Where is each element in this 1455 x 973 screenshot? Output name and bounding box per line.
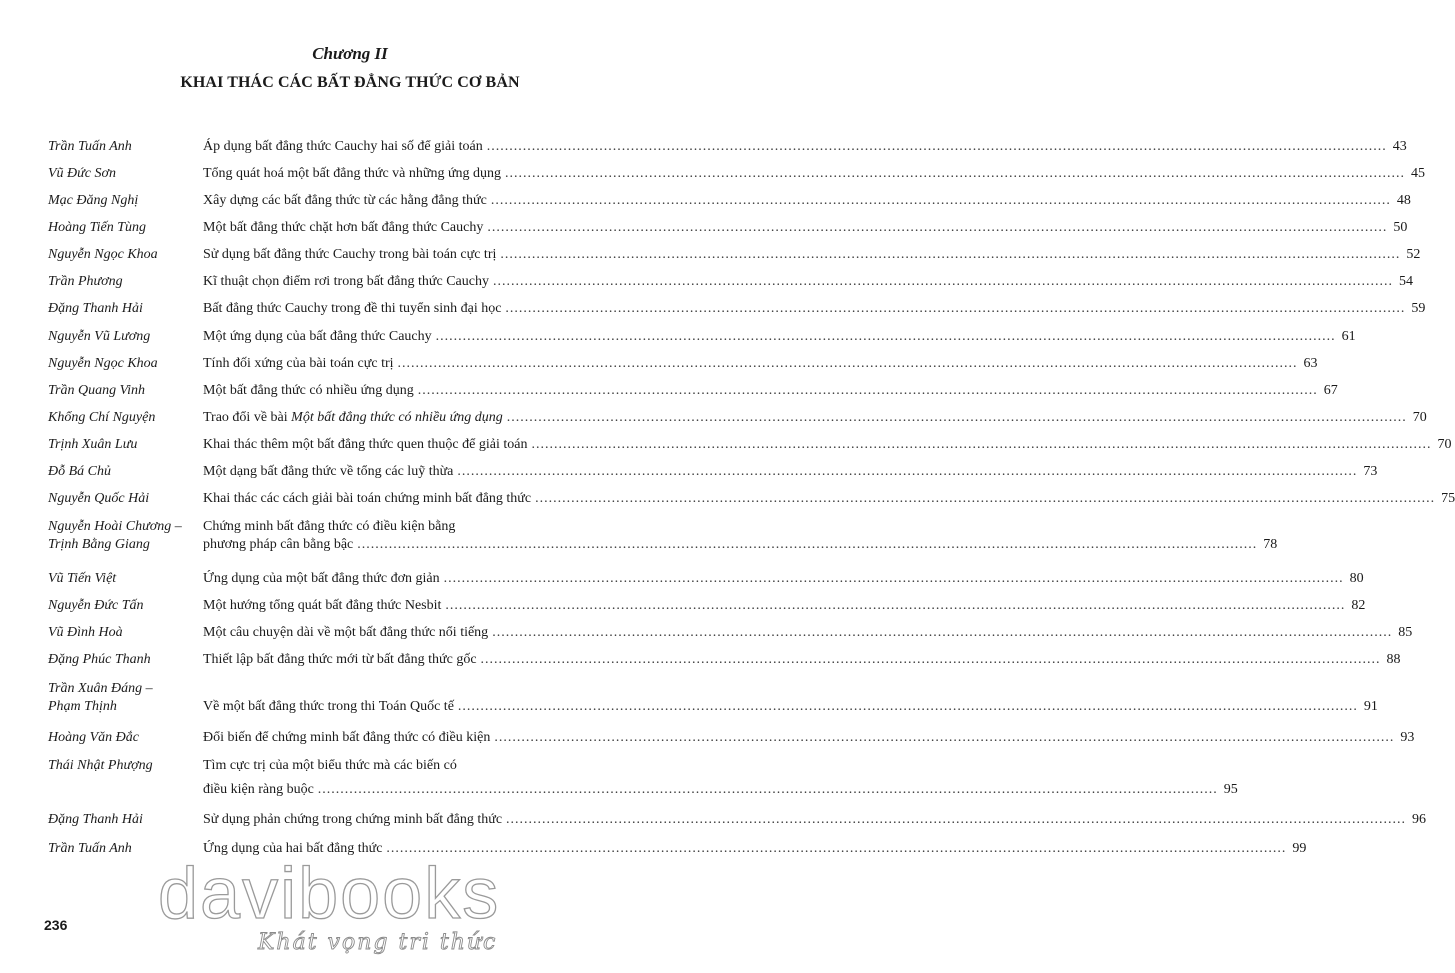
toc-author: Đặng Thanh Hải: [48, 812, 143, 827]
toc-entry[interactable]: [0, 811, 1427, 839]
toc-author: Trần Tuấn Anh: [48, 841, 132, 856]
toc-author: Hoàng Văn Đắc: [48, 730, 139, 745]
toc-article: Ứng dụng của hai bất đẳng thức ........................................................................................................................................................................................................ 99: [203, 841, 1307, 856]
toc-page: 50: [1393, 220, 1408, 235]
toc-article: Bất đẳng thức Cauchy trong đề thi tuyển sinh đại học ........................................................................................................................................................................................................ 59: [203, 301, 1426, 316]
toc-author: Đỗ Bá Chủ: [48, 464, 111, 479]
toc-title: Khai thác thêm một bất đẳng thức quen thuộc để giải toán: [203, 437, 528, 452]
toc-author: Hoàng Tiến Tùng: [48, 220, 147, 235]
toc-author: Trần Phương: [48, 274, 123, 289]
toc-author: Vũ Đức Sơn: [48, 166, 116, 181]
toc-article: Thiết lập bất đẳng thức mới từ bất đẳng thức gốc ........................................................................................................................................................................................................ 88: [203, 652, 1401, 667]
toc-author: Mạc Đăng Nghị: [48, 193, 139, 208]
toc-entry[interactable]: [0, 192, 1411, 220]
toc-entry[interactable]: [0, 597, 1366, 625]
toc-title: Một dạng bất đẳng thức về tổng các luỹ thừa: [203, 464, 454, 479]
toc-title-second: phương pháp cân bằng bậc: [203, 537, 354, 552]
toc-article: Sử dụng phản chứng trong chứng minh bất đẳng thức ........................................................................................................................................................................................................ 96: [203, 812, 1427, 827]
toc-entry[interactable]: [0, 219, 1408, 247]
toc-author: Vũ Đình Hoà: [48, 625, 123, 640]
toc-title-second: điều kiện ràng buộc: [203, 782, 314, 797]
toc-article: Về một bất đẳng thức trong thi Toán Quốc tế ........................................................................................................................................................................................................ 91: [203, 699, 1378, 714]
toc-page: 91: [1363, 699, 1378, 714]
toc-page: 63: [1303, 356, 1318, 371]
toc-article: [203, 757, 641, 775]
toc-article: [203, 518, 641, 536]
toc-page: 48: [1396, 193, 1411, 208]
toc-author: Trần Tuấn Anh: [48, 139, 132, 154]
toc-author: Nguyễn Ngọc Khoa: [48, 356, 158, 371]
watermark-slogan: Khát vọng tri thức: [258, 930, 498, 955]
toc-entry[interactable]: [0, 409, 1427, 437]
toc-author: Vũ Tiến Việt: [48, 571, 117, 586]
toc-page: 93: [1400, 730, 1415, 745]
toc-article: Áp dụng bất đẳng thức Cauchy hai số để giải toán ........................................................................................................................................................................................................ 43: [203, 139, 1407, 154]
toc-title-italic: Một bất đẳng thức có nhiều ứng dụng: [291, 410, 503, 425]
watermark-brand: davibooks: [158, 854, 501, 934]
toc-article: Tính đối xứng của bài toán cực trị ........................................................................................................................................................................................................ 63: [203, 356, 1318, 371]
toc-title: Sử dụng bất đẳng thức Cauchy trong bài toán cực trị: [203, 247, 497, 262]
toc-entry[interactable]: [0, 651, 1401, 679]
toc-title: Thiết lập bất đẳng thức mới từ bất đẳng thức gốc: [203, 652, 477, 667]
toc-author-second: Phạm Thịnh: [48, 699, 117, 714]
toc-title: Về một bất đẳng thức trong thi Toán Quốc tế: [203, 699, 454, 714]
toc-author: Nguyễn Ngọc Khoa: [48, 247, 158, 262]
toc-author: Trần Xuân Đáng –: [48, 681, 153, 696]
toc-title: Sử dụng phản chứng trong chứng minh bất đẳng thức: [203, 812, 503, 827]
toc-page: 96: [1412, 812, 1427, 827]
toc-author: Trịnh Xuân Lưu: [48, 437, 138, 452]
toc-title: Kĩ thuật chọn điểm rơi trong bất đẳng thức Cauchy: [203, 274, 489, 289]
toc-entry[interactable]: [0, 246, 1421, 274]
toc-page: 85: [1398, 625, 1413, 640]
toc-title: Một ứng dụng của bất đẳng thức Cauchy: [203, 329, 432, 344]
toc-article: Đổi biến để chứng minh bất đẳng thức có điều kiện ........................................................................................................................................................................................................ 93: [203, 730, 1415, 745]
toc-title: Xây dựng các bất đẳng thức từ các hằng đẳng thức: [203, 193, 487, 208]
toc-title: [203, 409, 503, 427]
toc-entry[interactable]: [0, 300, 1426, 328]
toc-entry[interactable]: [0, 138, 1407, 166]
toc-page: 61: [1341, 329, 1356, 344]
toc-entry[interactable]: [0, 729, 1415, 757]
page-number: 236: [44, 917, 68, 933]
toc-article: Trao đổi về bài Một bất đẳng thức có nhiều ứng dụng ........................................................................................................................................................................................................ 70: [203, 410, 1427, 425]
toc-author: Đặng Thanh Hải: [48, 301, 143, 316]
toc-author: Nguyễn Đức Tấn: [48, 598, 144, 613]
toc-entry[interactable]: [0, 328, 1356, 356]
toc-page: 59: [1411, 301, 1426, 316]
toc-page: 52: [1406, 247, 1421, 262]
toc-page: 70: [1412, 410, 1427, 425]
toc-entry[interactable]: [0, 436, 1452, 464]
toc-article: Khai thác các cách giải bài toán chứng minh bất đẳng thức ........................................................................................................................................................................................................ 75: [203, 491, 1455, 506]
toc-title-prefix: Trao đổi về bài: [203, 410, 292, 425]
toc-title: Chứng minh bất đẳng thức có điều kiện bằng: [203, 519, 456, 534]
chapter-label: Chương II: [312, 44, 388, 63]
toc-page: 78: [1263, 537, 1278, 552]
toc-title: Khai thác các cách giải bài toán chứng minh bất đẳng thức: [203, 491, 532, 506]
toc-page: 43: [1392, 139, 1407, 154]
toc-page: 88: [1386, 652, 1401, 667]
toc-title: Một bất đẳng thức có nhiều ứng dụng: [203, 383, 414, 398]
toc-article: Một ứng dụng của bất đẳng thức Cauchy ........................................................................................................................................................................................................ 61: [203, 329, 1356, 344]
toc-entry[interactable]: [0, 490, 1455, 518]
toc-entry[interactable]: [0, 680, 1378, 726]
toc-page: 67: [1323, 383, 1338, 398]
toc-title: Ứng dụng của một bất đẳng thức đơn giản: [203, 571, 440, 586]
toc-title: Tính đối xứng của bài toán cực trị: [203, 356, 394, 371]
toc-page: 99: [1292, 841, 1307, 856]
toc-article: Kĩ thuật chọn điểm rơi trong bất đẳng thức Cauchy ........................................................................................................................................................................................................ 54: [203, 274, 1413, 289]
toc-entry[interactable]: [0, 570, 1364, 598]
toc-article-continued: phương pháp cân bằng bậc ........................................................................................................................................................................................................ 78: [203, 537, 1278, 552]
toc-page: 95: [1223, 782, 1238, 797]
toc-author: Đặng Phúc Thanh: [48, 652, 151, 667]
toc-author: Thái Nhật Phượng: [48, 758, 153, 773]
toc-title: Tổng quát hoá một bất đẳng thức và những ứng dụng: [203, 166, 502, 181]
toc-entry[interactable]: [0, 624, 1413, 652]
toc-page: 70: [1437, 437, 1452, 452]
toc-page: 80: [1349, 571, 1364, 586]
toc-author: Khổng Chí Nguyện: [48, 410, 156, 425]
toc-article: Một bất đẳng thức chặt hơn bất đẳng thức Cauchy ........................................................................................................................................................................................................ 50: [203, 220, 1408, 235]
toc-title: Một câu chuyện dài về một bất đẳng thức nổi tiếng: [203, 625, 489, 640]
toc-title: Ứng dụng của hai bất đẳng thức: [203, 841, 383, 856]
toc-page: 45: [1411, 166, 1426, 181]
toc-entry[interactable]: [0, 518, 1278, 564]
toc-author: Trần Quang Vinh: [48, 383, 145, 398]
toc-entry[interactable]: [0, 382, 1338, 410]
toc-article: Xây dựng các bất đẳng thức từ các hằng đẳng thức ........................................................................................................................................................................................................ 48: [203, 193, 1411, 208]
toc-article: Một dạng bất đẳng thức về tổng các luỹ thừa ........................................................................................................................................................................................................ 73: [203, 464, 1378, 479]
toc-author: Nguyễn Hoài Chương –: [48, 519, 182, 534]
toc-title: Đổi biến để chứng minh bất đẳng thức có điều kiện: [203, 730, 491, 745]
toc-entry[interactable]: [0, 757, 1238, 803]
toc-title: Tìm cực trị của một biểu thức mà các biến có: [203, 758, 457, 773]
toc-entry[interactable]: [0, 463, 1378, 491]
toc-title: Một hướng tổng quát bất đẳng thức Nesbit: [203, 598, 442, 613]
toc-article: Khai thác thêm một bất đẳng thức quen thuộc để giải toán ........................................................................................................................................................................................................ 70: [203, 437, 1452, 452]
toc-page: 73: [1363, 464, 1378, 479]
toc-title: Bất đẳng thức Cauchy trong đề thi tuyển sinh đại học: [203, 301, 502, 316]
toc-author: Nguyễn Quốc Hải: [48, 491, 150, 506]
toc-entry[interactable]: [0, 273, 1413, 301]
toc-article: Một hướng tổng quát bất đẳng thức Nesbit ........................................................................................................................................................................................................ 82: [203, 598, 1366, 613]
toc-page: 75: [1441, 491, 1455, 506]
toc-article: Sử dụng bất đẳng thức Cauchy trong bài toán cực trị ........................................................................................................................................................................................................ 52: [203, 247, 1421, 262]
toc-article: Một câu chuyện dài về một bất đẳng thức nổi tiếng ........................................................................................................................................................................................................ 85: [203, 625, 1413, 640]
toc-article-continued: điều kiện ràng buộc ........................................................................................................................................................................................................ 95: [203, 782, 1238, 797]
toc-title: Một bất đẳng thức chặt hơn bất đẳng thức Cauchy: [203, 220, 484, 235]
toc-author-second: Trịnh Bằng Giang: [48, 537, 150, 552]
toc-article: Một bất đẳng thức có nhiều ứng dụng ........................................................................................................................................................................................................ 67: [203, 383, 1338, 398]
toc-article: Tổng quát hoá một bất đẳng thức và những ứng dụng ........................................................................................................................................................................................................ 45: [203, 166, 1426, 181]
toc-entry[interactable]: [0, 355, 1318, 383]
chapter-title: KHAI THÁC CÁC BẤT ĐẲNG THỨC CƠ BẢN: [180, 74, 520, 91]
toc-article: Ứng dụng của một bất đẳng thức đơn giản ........................................................................................................................................................................................................ 80: [203, 571, 1364, 586]
toc-page: 82: [1351, 598, 1366, 613]
toc-entry[interactable]: [0, 165, 1426, 193]
toc-author: Nguyễn Vũ Lương: [48, 329, 151, 344]
toc-title: Áp dụng bất đẳng thức Cauchy hai số để giải toán: [203, 139, 483, 154]
toc-page: 54: [1398, 274, 1413, 289]
